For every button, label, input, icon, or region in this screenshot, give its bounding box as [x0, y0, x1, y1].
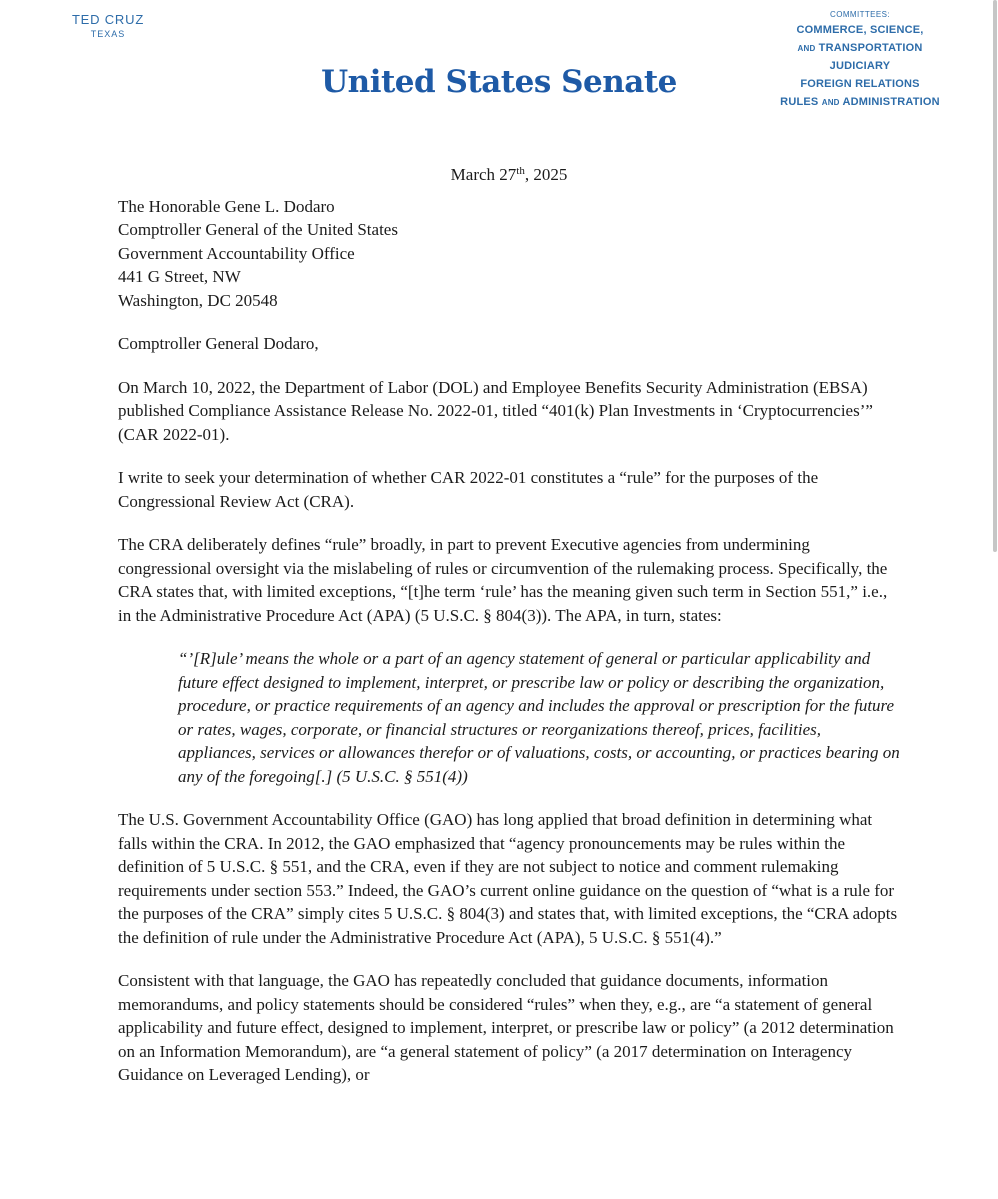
committee-line-commerce — [736, 23, 984, 38]
letter-paragraph: On March 10, 2022, the Department of Labor (DOL) and Employee Benefits Security Administration (EBSA) published Compliance Assistance Release No. 2022-01, titled “401(k) Plan Investments in ‘Cryptocurrencies’” (CAR 2022-01). — [118, 377, 873, 444]
sender-name: TED CRUZ — [71, 12, 145, 27]
sender-state: TEXAS — [90, 29, 126, 39]
letter-date — [118, 160, 900, 187]
recipient-line: Washington, DC 20548 — [118, 290, 278, 310]
legal-quote: “’[R]ule’ means the whole or a part of an agency statement of general or particular applicability and future effect designed to implement, interpret, or prescribe law or policy or describing the organization, procedure, or practice requirements of an agency and includes the approval or prescription for the future or rates, wages, corporate, or financial structures or reorganizations thereof, prices, facilities, appliances, services or allowances therefor or of valuations, costs, or accounting, or practices bearing on any of the foregoing[.] (5 U.S.C. § 551(4)) — [178, 649, 900, 786]
committee-text: COMMERCE, SCIENCE, — [796, 24, 924, 36]
senate-title: United States Senate — [321, 64, 677, 100]
salutation: Comptroller General Dodaro, — [118, 334, 319, 353]
committee-text: TRANSPORTATION — [815, 42, 923, 54]
committee-line-transportation — [736, 41, 984, 56]
committee-text: FOREIGN RELATIONS — [800, 78, 920, 90]
committee-text: RULES — [780, 96, 822, 108]
committee-line-rules-administration — [736, 95, 984, 110]
committee-and: AND — [821, 98, 840, 107]
committee-line-foreign-relations — [736, 77, 984, 92]
recipient-line: 441 G Street, NW — [118, 267, 241, 286]
letter-paragraph: The CRA deliberately defines “rule” broadly, in part to prevent Executive agencies from undermining congressional oversight via the mislabeling of rules or circumvention of the rulemaking process. Specifically, the CRA states that, with limited exceptions, “[t]he term ‘rule’ has the meaning given such term in Section 551,” i.e., in the Administrative Procedure Act (APA) (5 U.S.C. § 804(3)). The APA, in turn, states: — [118, 535, 888, 625]
date-superscript: th — [516, 165, 525, 177]
sender-block — [58, 12, 158, 39]
committees-block — [736, 10, 984, 113]
recipient-line: The Honorable Gene L. Dodaro — [118, 196, 335, 216]
letter-paragraph: Consistent with that language, the GAO has repeatedly concluded that guidance documents, information memorandums, and policy statements should be considered “rules” when they, e.g., are “a statement of general applicability and future effect, designed to implement, interpret, or prescribe law or policy” (a 2012 determination on an Information Memorandum), are “a general statement of policy” (a 2017 determination on Interagency Guidance on Leveraged Lending), or — [118, 971, 894, 1084]
committee-text: JUDICIARY — [829, 60, 891, 72]
recipient-address — [118, 195, 900, 313]
letter-paragraph: I write to seek your determination of whether CAR 2022-01 constitutes a “rule” for the purposes of the Congressional Review Act (CRA). — [118, 468, 819, 511]
scrollbar-thumb[interactable] — [993, 0, 997, 552]
recipient-line: Comptroller General of the United States — [118, 220, 398, 239]
date-tail: , 2025 — [524, 165, 568, 184]
committee-and: AND — [797, 44, 816, 53]
letter-body — [118, 160, 900, 1087]
letter-paragraph: The U.S. Government Accountability Office (GAO) has long applied that broad definition in determining what falls within the CRA. In 2012, the GAO emphasized that “agency pronouncements may be rules within the definition of 5 U.S.C. § 551, and the CRA, even if they are not subject to notice and comment rulemaking requirements under section 553.” Indeed, the GAO’s current online guidance on the question of “what is a rule for the purposes of the CRA” simply cites 5 U.S.C. § 804(3) and states that, with limited exceptions, the “CRA adopts the definition of rule under the Administrative Procedure Act (APA), 5 U.S.C. § 551(4).” — [118, 810, 898, 947]
committees-heading: COMMITTEES: — [830, 10, 890, 19]
date-main: March 27 — [450, 165, 517, 184]
committee-text: ADMINISTRATION — [839, 96, 940, 108]
committee-line-judiciary — [736, 59, 984, 74]
recipient-line: Government Accountability Office — [118, 243, 355, 263]
